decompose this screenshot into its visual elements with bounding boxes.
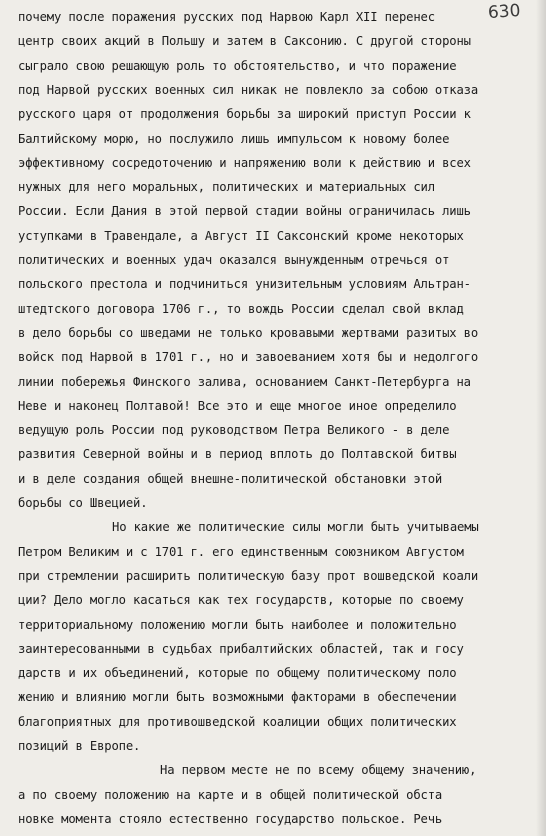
text-line: Неве и наконец Полтавой! Все это и еще многое иное определило	[18, 399, 457, 413]
text-line: в дело борьбы со шведами не только кровавыми жертвами разитых во	[18, 326, 478, 340]
text-line: благоприятных для противошведской коалиции общих политических	[18, 715, 457, 729]
text-line: Балтийскому морю, но послужило лишь импульсом к новому более	[18, 132, 450, 146]
text-line: а по своему положению на карте и в общей политической обста	[18, 788, 443, 802]
text-line: На первом месте не по всему общему значению,	[160, 763, 477, 777]
text-line: штедтского договора 1706 г., то вождь России сделал свой вклад	[18, 302, 464, 316]
text-line: позиций в Европе.	[18, 739, 141, 753]
text-line: территориальному положению могли быть наиболее и положительно	[18, 618, 457, 632]
text-line: борьбы со Швецией.	[18, 496, 148, 510]
text-line: Петром Великим и с 1701 г. его единственным союзником Августом	[18, 545, 464, 559]
text-line: ции? Дело могло касаться как тех государств, которые по своему	[18, 593, 464, 607]
text-line: жению и влиянию могли быть возможными факторами в обеспечении	[18, 690, 457, 704]
text-line: эффективному сосредоточению и напряжению воли к действию и всех	[18, 156, 471, 170]
page-number: 630	[486, 0, 521, 24]
text-line: польского престола и подчиниться унизительным условиям Альтран-	[18, 277, 471, 291]
text-line: русского царя от продолжения борьбы за широкий приступ России к	[18, 107, 471, 121]
text-line: дарств и их объединений, которые по общему политическому поло	[18, 666, 457, 680]
text-line: развития Северной войны и в период вплоть до Полтавской битвы	[18, 447, 457, 461]
text-line: центр своих акций в Польшу и затем в Саксонию. С другой стороны	[18, 34, 471, 48]
text-line: под Нарвой русских военных сил никак не повлекло за собою отказа	[18, 83, 478, 97]
text-line: ведущую роль России под руководством Петра Великого - в деле	[18, 423, 450, 437]
text-line: политических и военных удач оказался вынужденным отречься от	[18, 253, 450, 267]
text-line: войск под Нарвой в 1701 г., но и завоеванием хотя бы и недолгого	[18, 350, 478, 364]
text-line: новке момента стояло естественно государство польское. Речь	[18, 812, 443, 826]
text-line: сыграло свою решающую роль то обстоятельство, и что поражение	[18, 59, 457, 73]
text-line: при стремлении расширить политическую базу прот вошведской коали	[18, 569, 478, 583]
text-line: заинтересованными в судьбах прибалтийских областей, так и госу	[18, 642, 464, 656]
text-line: России. Если Дания в этой первой стадии войны ограничилась лишь	[18, 204, 471, 218]
page-edge-shadow	[536, 0, 546, 836]
text-line: уступками в Травендале, а Август II Саксонский кроме некоторых	[18, 229, 464, 243]
text-line: почему после поражения русских под Нарвою Карл XII перенес	[18, 10, 435, 24]
text-line: Но какие же политические силы могли быть учитываемы	[112, 520, 479, 534]
text-line: линии побережья Финского залива, основанием Санкт-Петербурга на	[18, 375, 471, 389]
text-line: нужных для него моральных, политических и материальных сил	[18, 180, 435, 194]
text-line: и в деле создания общей внешне-политической обстановки этой	[18, 472, 443, 486]
